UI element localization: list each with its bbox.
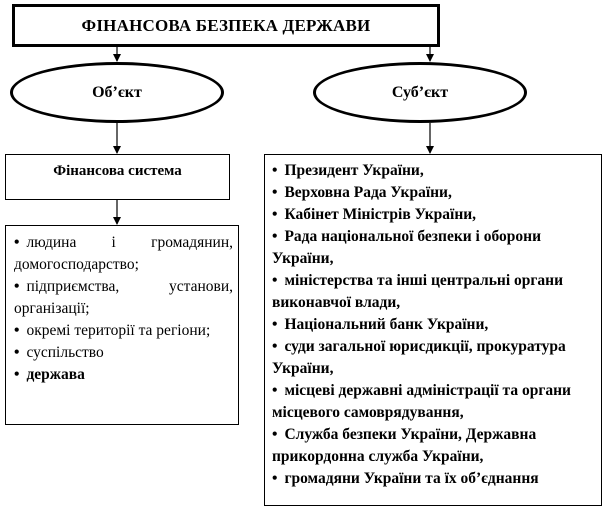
list-item: • суди загальної юрисдикції, прокуратура України,	[272, 338, 566, 377]
object-ellipse	[10, 62, 224, 123]
bullet-icon: •	[272, 162, 278, 179]
list-item: • Верховна Рада України,	[272, 184, 452, 201]
bullet-icon: •	[272, 382, 278, 399]
bullet-icon: •	[272, 338, 278, 355]
list-item: • окремі території та регіони;	[14, 322, 211, 339]
list-item: • Рада національної безпеки і оборони України,	[272, 228, 542, 267]
list-item: • Служба безпеки України, Державна прикордонна служба України,	[272, 426, 537, 465]
bullet-icon: •	[14, 278, 20, 295]
bullet-icon: •	[14, 366, 20, 383]
object-list-box	[5, 225, 239, 425]
bullet-icon: •	[272, 184, 278, 201]
bullet-icon: •	[14, 234, 20, 251]
bullet-icon: •	[272, 206, 278, 223]
subject-list-box	[264, 154, 602, 506]
list-item: • місцеві державні адміністрації та органи місцевого самоврядування,	[272, 382, 571, 421]
list-item: • Національний банк України,	[272, 316, 489, 333]
bullet-icon: •	[272, 316, 278, 333]
financial-system-box: Фінансова система	[5, 154, 230, 200]
bullet-icon: •	[272, 426, 278, 443]
subject-ellipse	[313, 62, 527, 123]
bullet-icon: •	[272, 470, 278, 487]
bullet-icon: •	[272, 228, 278, 245]
list-item: • міністерства та інші центральні органи виконавчої влади,	[272, 272, 564, 311]
list-item: • суспільство	[14, 344, 104, 361]
bullet-icon: •	[14, 322, 20, 339]
object-label: Об’єкт	[92, 83, 142, 101]
list-item: • людина і громадянин, домогосподарство;	[14, 234, 233, 273]
list-item: • держава	[14, 366, 85, 383]
title-box: ФІНАНСОВА БЕЗПЕКА ДЕРЖАВИ	[12, 4, 440, 47]
list-item: • підприємства, установи, організації;	[14, 278, 233, 317]
bullet-icon: •	[14, 344, 20, 361]
list-item: • Кабінет Міністрів України,	[272, 206, 477, 223]
list-item: • громадяни України та їх об’єднання	[272, 470, 539, 487]
subject-label: Суб’єкт	[391, 83, 449, 101]
bullet-icon: •	[272, 272, 278, 289]
list-item: • Президент України,	[272, 162, 424, 179]
